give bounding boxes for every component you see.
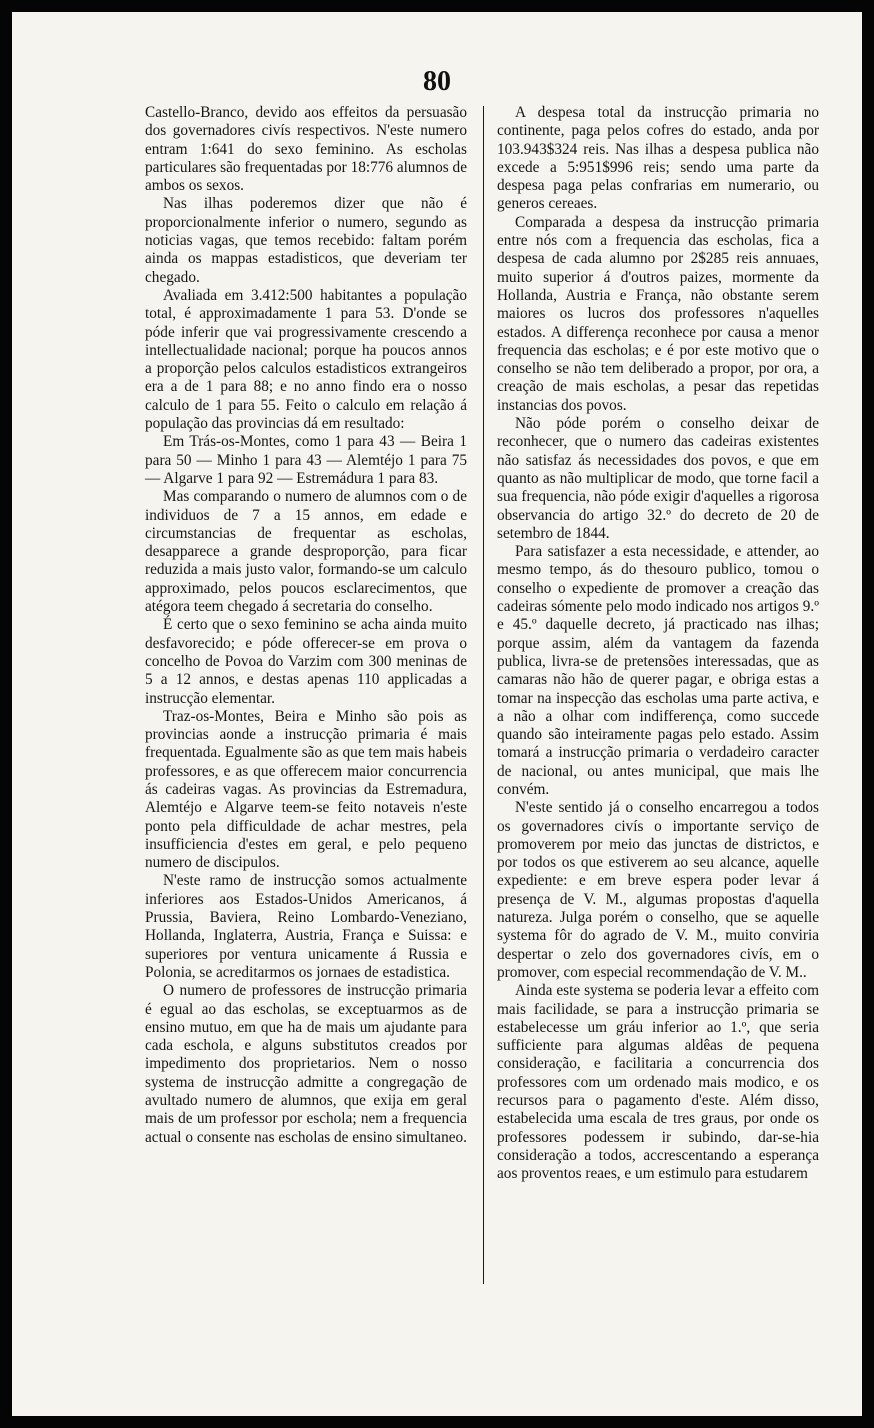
paragraph: Mas comparando o numero de alumnos com o de individuos de 7 a 15 annos, em edade e circumstancias de frequentar as escholas, desapparece a grande desproporção, para ficar reduzida a mais justo valor, formando-se um calculo approximado, pelos poucos esclarecimentos, que atégora teem chegado á secretaria do conselho. [145,488,467,616]
paragraph: Traz-os-Montes, Beira e Minho são pois as provincias aonde a instrucção primaria é mais frequentada. Egualmente são as que tem mais habeis professores, e as que offerecem maior concurrencia ás cadeiras vagas. As provincias da Estremadura, Alemtéjo e Algarve teem-se feito notaveis n'este ponto pela difficuldade de achar mestres, pela insufficiencia d'estes em geral, e pelo pequeno numero de discipulos. [145,707,467,872]
paragraph: Não póde porém o conselho deixar de reconhecer, que o numero das cadeiras existentes não satisfaz ás necessidades dos povos, e que em quanto as não multiplicar de modo, que torne facil a sua frequencia, não póde exigir d'aquelles a rigorosa observancia do artigo 32.º do decreto de 20 de setembro de 1844. [497,415,819,542]
paragraph: A despesa total da instrucção primaria no continente, paga pelos cofres do estado, anda por 103.943$324 reis. Nas ilhas a despesa publica não excede a 5:951$996 reis; sendo uma parte da despesa paga pelas confrarias em numerario, ou generos cereaes. [497,104,819,213]
paragraph: N'este sentido já o conselho encarregou a todos os governadores civís o importante serviço de promoverem por meio das junctas de districtos, e por todos os que estiverem ao seu alcance, aquelle expediente: e em breve espera poder levar á presença de V. M., algumas propostas d'aquella natureza. Julga porém o conselho, que se aquelle systema fôr do agrado de V. M., muito conviria despertar o zelo dos governadores civís, em o promover, com especial recommendação de V. M.. [497,799,819,981]
paragraph: Ainda este systema se poderia levar a effeito com mais facilidade, se para a instrucção primaria se estabelecesse um gráu inferior ao 1.º, que seria sufficiente para algumas aldêas de pequena consideração, e facilitaria a concurrencia dos professores com um ordenado mais modico, e os recursos para o pagamento d'este. Além disso, estabelecida uma escala de tres graus, por onde os professores podessem ir subindo, dar-se-hia consideração a todos, accrescentando a esperança aos proventos reaes, e um estimulo para estudarem [497,982,819,1183]
document-page [12,12,862,1416]
text-columns [145,104,821,1294]
page-number: 80 [423,66,451,97]
column-divider [483,106,484,1284]
paragraph: Nas ilhas poderemos dizer que não é proporcionalmente inferior o numero, segundo as noticias vagas, que temos recebido: faltam porém ainda os mappas estadisticos, que deveriam ter chegado. [145,195,467,286]
paragraph: Em Trás-os-Montes, como 1 para 43 — Beira 1 para 50 — Minho 1 para 43 — Alemtéjo 1 para 75 — Algarve 1 para 92 — Estremádura 1 para 83. [145,433,467,487]
right-column [497,104,819,1184]
paragraph: Avaliada em 3.412:500 habitantes a população total, é approximadamente 1 para 53. D'onde se póde inferir que vai progressivamente crescendo a intellectualidade nacional; porque ha poucos annos a proporção pelos calculos estadisticos extrangeiros era a de 1 para 88; e no anno findo era o nosso calculo de 1 para 55. Feito o calculo em relação á população das provincias dá em resultado: [145,286,467,433]
paragraph: O numero de professores de instrucção primaria é egual ao das escholas, se exceptuarmos as de ensino mutuo, em que ha de mais um ajudante para cada eschola, e alguns substitutos creados por impedimento dos proprietarios. Nem o nosso systema de instrucção admitte a congregação de avultado numero de alumnos, que exija em geral mais de um professor por eschola; nem a frequencia actual o consente nas escholas de ensino simultaneo. [145,982,467,1146]
paragraph: N'este ramo de instrucção somos actualmente inferiores aos Estados-Unidos Americanos, á Prussia, Baviera, Reino Lombardo-Veneziano, Hollanda, Inglaterra, Austria, França e Suissa: e superiores por ventura unicamente á Russia e Polonia, se acreditarmos os jornaes de estadistica. [145,872,467,981]
paragraph: Para satisfazer a esta necessidade, e attender, ao mesmo tempo, ás do thesouro publico, tomou o conselho o expediente de promover a creação das cadeiras sómente pelo modo indicado nos artigos 9.º e 45.º daquelle decreto, já practicado nas ilhas; porque assim, além da vantagem da fazenda publica, livra-se de pretensões interessadas, que as camaras não hão de querer pagar, e obriga estas a tomar na inspecção das escholas uma parte activa, e a não a olhar com indifferença, como succede quando são inteiramente pagas pelo estado. Assim tomará a instrucção primaria o verdadeiro caracter de nacional, ou antes municipal, que mais lhe convém. [497,543,819,798]
paragraph: É certo que o sexo feminino se acha ainda muito desfavorecido; e póde offerecer-se em prova o concelho de Povoa do Varzim com 300 meninas de 5 a 12 annos, e destas apenas 110 applicadas a instrucção elementar. [145,616,467,707]
paragraph: Comparada a despesa da instrucção primaria entre nós com a frequencia das escholas, fica a despesa de cada alumno por 2$285 reis annuaes, muito superior á d'outros paizes, mormente da Hollanda, Austria e França, não obstante serem maiores os lucros dos professores n'aquelles estados. A differença reconhece por causa a menor frequencia das escholas; e é por este motivo que o conselho se não tem deliberado a propor, por ora, a creação de mais escholas, a pesar das repetidas instancias dos povos. [497,213,819,414]
left-column [145,104,467,1147]
paragraph: Castello-Branco, devido aos effeitos da persuasão dos governadores civís respectivos. N'este numero entram 1:641 do sexo feminino. As escholas particulares são frequentadas por 18:776 alumnos de ambos os sexos. [145,104,467,195]
